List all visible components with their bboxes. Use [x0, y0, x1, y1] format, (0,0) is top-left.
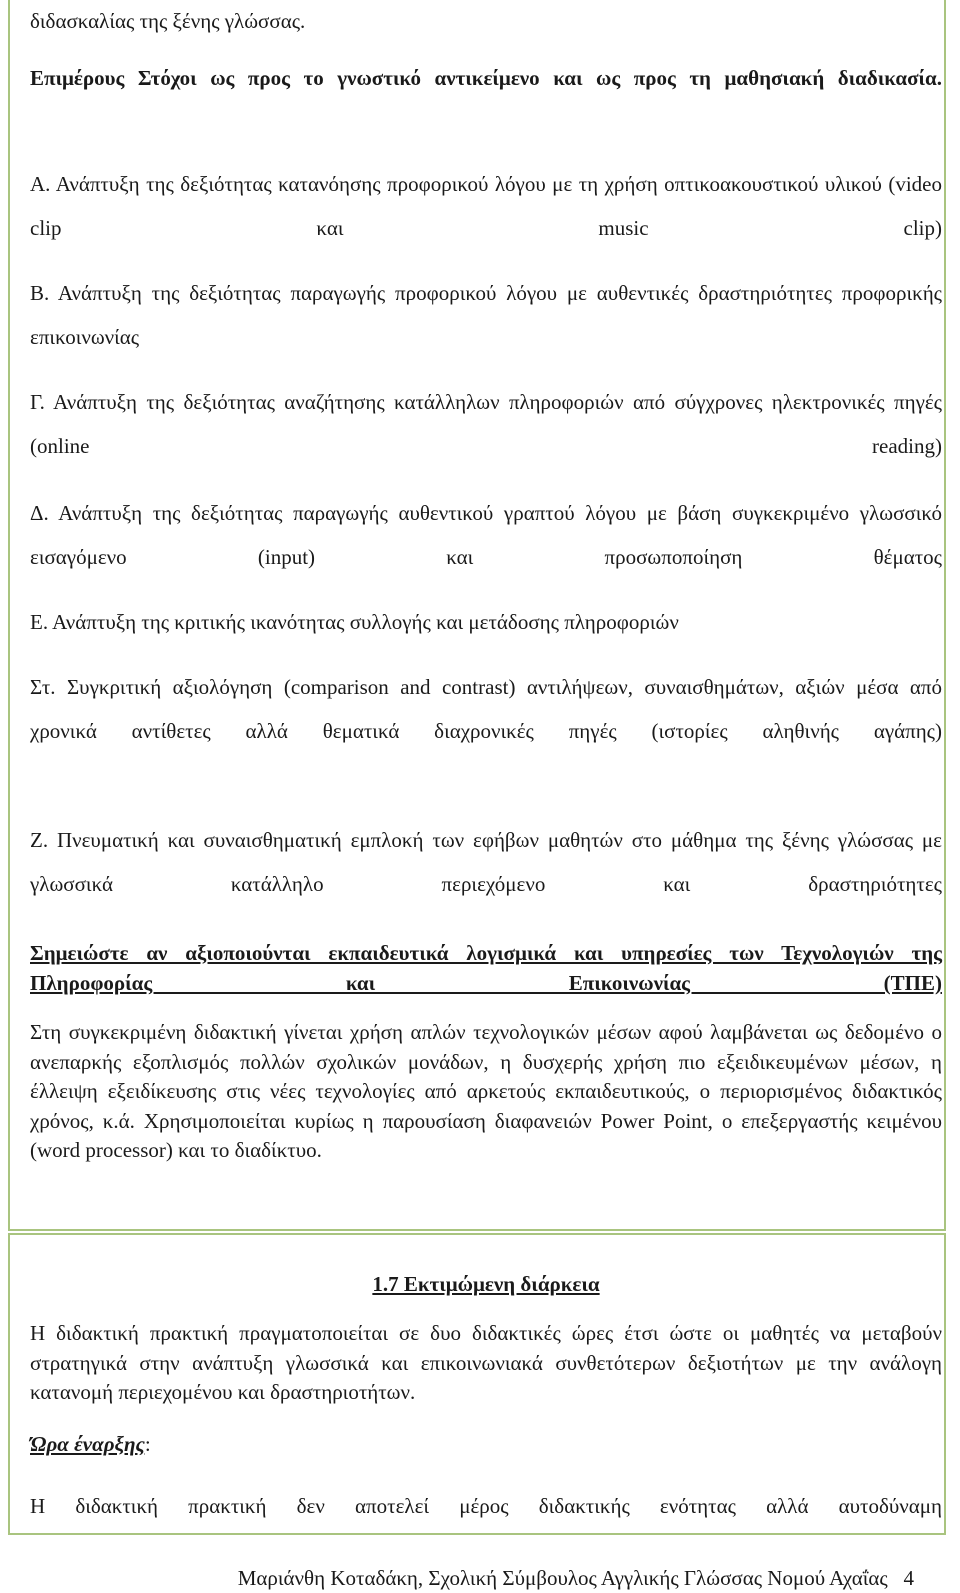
duration-heading: 1.7 Εκτιμώμενη διάρκεια: [372, 1272, 600, 1296]
intro-tail: διδασκαλίας της ξένης γλώσσας.: [30, 9, 306, 33]
objective-z: Ζ. Πνευματική και συναισθηματική εμπλοκή των εφήβων μαθητών στο μάθημα της ξένης γλώσσας με γλωσσικά κατάλληλο περιεχόμενο και δραστηριότητες: [30, 828, 942, 896]
objectives-section: [8, 0, 946, 1231]
objective-st: Στ. Συγκριτική αξιολόγηση (comparison and contrast) αντιλήψεων, συναισθημάτων, αξιών μέσα από χρονικά αντίθετες αλλά θεματικά διαχρονικές πηγές (ιστορίες αληθινής αγάπης): [30, 675, 942, 743]
tpe-text: Στη συγκεκριμένη διδακτική γίνεται χρήση απλών τεχνολογικών μέσων αφού λαμβάνεται ως δεδομένο ο ανεπαρκής εξοπλισμός πολλών σχολικών μονάδων, η δυσχερής χρήση πιο εξειδικευμένων μέσων, η έλλειψη εξειδίκευσης στις νέες τεχνολογίες από αρκετούς εκπαιδευτικούς, ο περιορισμένος διδακτικός χρόνος, κ.ά. Χρησιμοποιείται κυρίως η παρουσίαση διαφανειών Power Point, ο επεξεργαστής κειμένου (word processor) και το διαδίκτυο.: [30, 1020, 942, 1162]
objective-a: Α. Ανάπτυξη της δεξιότητας κατανόησης προφορικού λόγου με τη χρήση οπτικοακουστικού υλικού (video clip και music clip): [30, 172, 942, 240]
start-time-label: Ώρα έναρξης: [30, 1432, 145, 1456]
page-footer: [0, 1566, 914, 1591]
objectives-heading: Επιμέρους Στόχοι ως προς το γνωστικό αντικείμενο και ως προς τη μαθησιακή διαδικασία.: [30, 66, 942, 90]
objective-d: Δ. Ανάπτυξη της δεξιότητας παραγωγής αυθεντικού γραπτού λόγου με βάση συγκεκριμένο γλωσσικό εισαγόμενο (input) και προσωποποίηση θέματος: [30, 501, 942, 569]
duration-section: [8, 1233, 946, 1535]
objective-c: Γ. Ανάπτυξη της δεξιότητας αναζήτησης κατάλληλων πληροφοριών από σύγχρονες ηλεκτρονικές πηγές (online reading): [30, 390, 942, 458]
page-number: 4: [903, 1566, 914, 1590]
start-time-text: Η διδακτική πρακτική δεν αποτελεί μέρος διδακτικής ενότητας αλλά αυτοδύναμη: [30, 1494, 942, 1518]
objective-b: Β. Ανάπτυξη της δεξιότητας παραγωγής προφορικού λόγου με αυθεντικές δραστηριότητες προφορικής επικοινωνίας: [30, 281, 942, 349]
tpe-heading: Σημειώστε αν αξιοποιούνται εκπαιδευτικά λογισμικά και υπηρεσίες των Τεχνολογιών της Πληροφορίας και Επικοινωνίας (ΤΠΕ): [30, 941, 942, 995]
footer-author: Μαριάνθη Κοταδάκη, Σχολική Σύμβουλος Αγγλικής Γλώσσας Νομού Αχαΐας: [237, 1566, 888, 1590]
start-time-line: [30, 1429, 942, 1459]
objective-e: Ε. Ανάπτυξη της κριτικής ικανότητας συλλογής και μετάδοσης πληροφοριών: [30, 610, 679, 634]
duration-text: Η διδακτική πρακτική πραγματοποιείται σε δυο διδακτικές ώρες έτσι ώστε οι μαθητές να μεταβούν στρατηγικά στην ανάπτυξη γλωσσικά και επικοινωνιακά συνθετότερων δεξιοτήτων με την ανάλογη κατανομή περιεχομένου και δραστηριοτήτων.: [30, 1321, 942, 1404]
start-time-colon: :: [144, 1432, 151, 1456]
